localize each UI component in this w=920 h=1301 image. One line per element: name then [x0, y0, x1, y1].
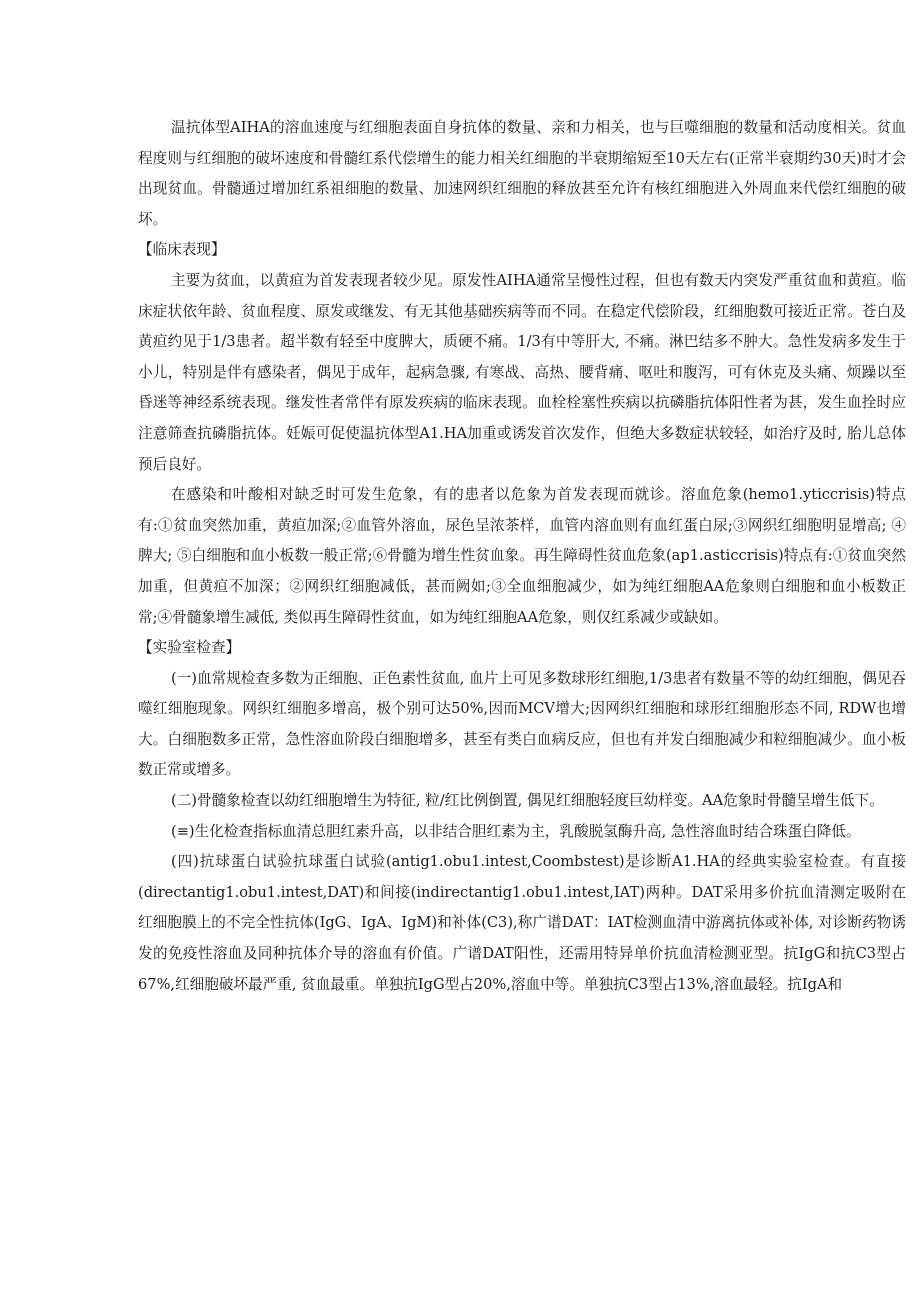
- document-body: [138, 113, 906, 1000]
- paragraph-crisis: 在感染和叶酸相对缺乏时可发生危象，有的患者以危象为首发表现而就诊。溶血危象(hemo1.yticcrisis)特点有:①贫血突然加重，黄疸加深;②血管外溶血，尿色呈浓茶样，血管内溶血则有血红蛋白尿;③网织红细胞明显增高; ④脾大; ⑤白细胞和血小板数一般正常;⑥骨髓为增生性贫血象。再生障碍性贫血危象(ap1.asticcrisis)特点有:①贫血突然加重，但黄疸不加深；②网织红细胞减低，甚而阙如;③全血细胞减少，如为纯红细胞AA危象则白细胞和血小板数正常;④骨髓象增生减低, 类似再生障碍性贫血，如为纯红细胞AA危象，则仅红系减少或缺如。: [138, 486, 906, 626]
- section-heading-clinical: 【临床表现】: [138, 241, 226, 259]
- paragraph-antiglobulin-test: (四)抗球蛋白试验抗球蛋白试验(antig1.obu1.intest,Coombstest)是诊断A1.HA的经典实验室检查。有直接(directantig1.obu1.intest,DAT)和间接(indirectantig1.obu1.intest,IAT)两种。DAT采用多价抗血清测定吸附在红细胞膜上的不完全性抗体(IgG、IgA、IgM)和补体(C3),称广谱DAT：IAT检测血清中游离抗体或补体, 对诊断药物诱发的免疫性溶血及同种抗体介导的溶血有价值。广谱DAT阳性，还需用特异单价抗血清检测亚型。抗IgG和抗C3型占67%,红细胞破坏最严重, 贫血最重。单独抗IgG型占20%,溶血中等。单独抗C3型占13%,溶血最轻。抗IgA和: [138, 853, 906, 993]
- paragraph-clinical-manifestations: 主要为贫血，以黄疸为首发表现者较少见。原发性AIHA通常呈慢性过程，但也有数天内突发严重贫血和黄疸。临床症状依年龄、贫血程度、原发或继发、有无其他基础疾病等而不同。在稳定代偿阶段，红细胞数可接近正常。苍白及黄疸约见于1/3患者。超半数有轻至中度脾大，质硬不痛。1/3有中等肝大, 不痛。淋巴结多不肿大。急性发病多发生于小儿，特别是伴有感染者，偶见于成年，起病急骤, 有寒战、高热、腰背痛、呕吐和腹泻，可有休克及头痛、烦躁以至昏迷等神经系统表现。继发性者常伴有原发疾病的临床表现。血栓栓塞性疾病以抗磷脂抗体阳性者为甚，发生血拴时应注意筛查抗磷脂抗体。妊娠可促使温抗体型A1.HA加重或诱发首次发作，但绝大多数症状较轻，如治疗及时, 胎儿总体预后良好。: [138, 271, 906, 473]
- section-heading-lab: 【实验室检查】: [138, 639, 241, 657]
- paragraph-blood-routine: (一)血常规检查多数为正细胞、正色素性贫血, 血片上可见多数球形红细胞,1/3患者有数量不等的幼红细胞，偶见吞噬红细胞现象。网织红细胞多增高，极个别可达50%,因而MCV增大;因网织红细胞和球形红细胞形态不同, RDW也增大。白细胞数多正常，急性溶血阶段白细胞增多，甚至有类白血病反应，但也有并发白细胞减少和粒细胞减少。血小板数正常或增多。: [138, 669, 906, 779]
- paragraph-bone-marrow: (二)骨髓象检查以幼红细胞增生为特征, 粒/红比例倒置, 偶见红细胞轻度巨幼样变。AA危象时骨髓呈增生低下。: [171, 792, 884, 810]
- paragraph-hemolysis-rate: 温抗体型AIHA的溶血速度与红细胞表面自身抗体的数量、亲和力相关，也与巨噬细胞的数量和活动度相关。贫血程度则与红细胞的破坏速度和骨髓红系代偿增生的能力相关红细胞的半衰期缩短至10天左右(正常半衰期约30天)时才会出现贫血。骨髓通过增加红系祖细胞的数量、加速网织红细胞的释放甚至允许有核红细胞进入外周血来代偿红细胞的破坏。: [138, 119, 906, 228]
- paragraph-biochemistry: (≡)生化检查指标血清总胆红素升高，以非结合胆红素为主，乳酸脱氢酶升高, 急性溶血时结合珠蛋白降低。: [171, 822, 861, 840]
